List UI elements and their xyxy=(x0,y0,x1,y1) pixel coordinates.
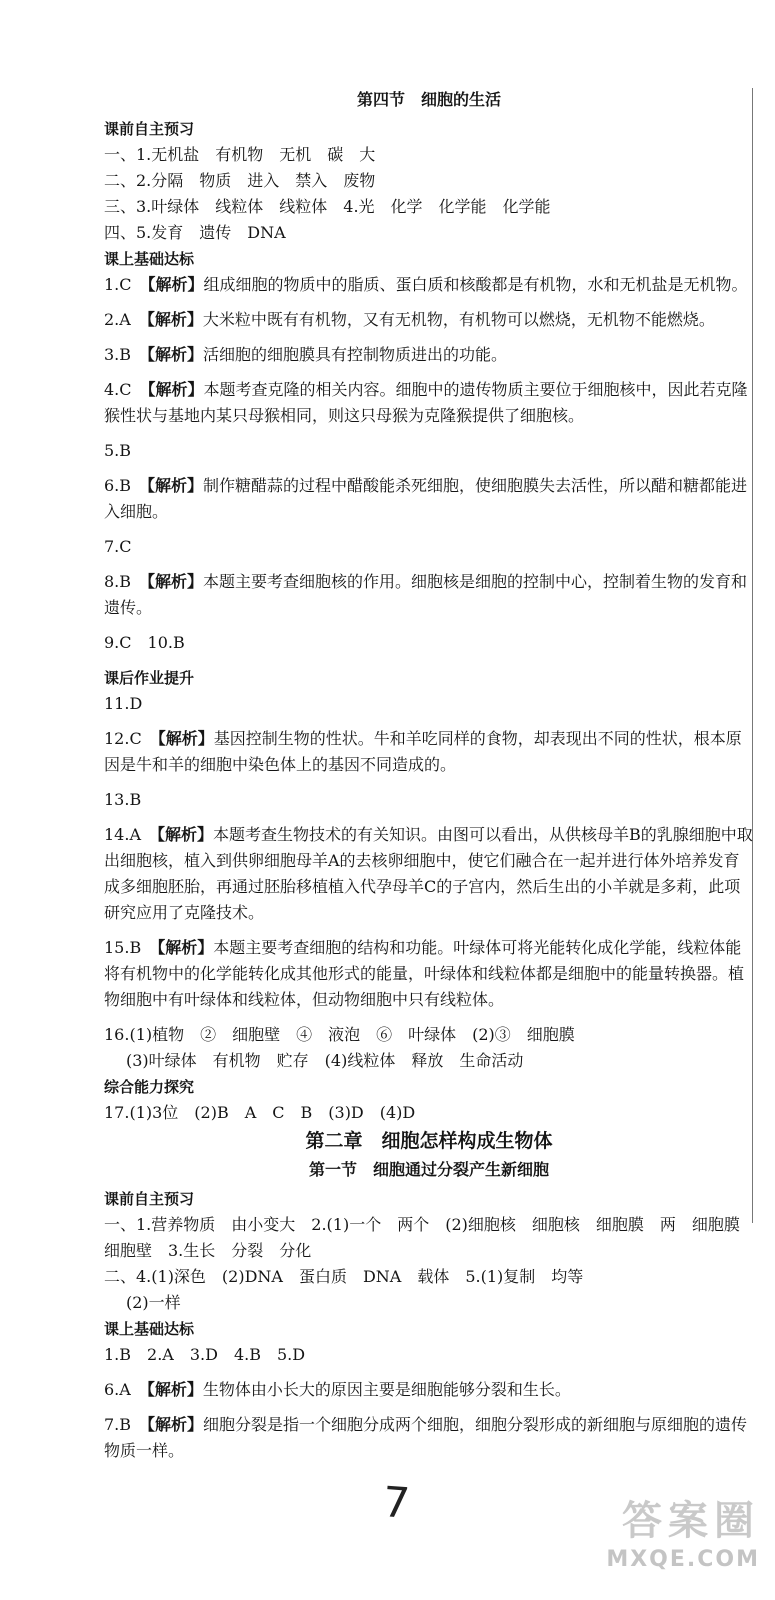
answer-item: 7.C xyxy=(104,537,132,556)
answer-item: 1.B 2.A 3.D 4.B 5.D xyxy=(104,1345,306,1364)
preview-line: 三、3.叶绿体 线粒体 线粒体 4.光 化学 化学能 化学能 xyxy=(104,197,551,216)
answer-item: 6.B 【解析】制作糖醋蒜的过程中醋酸能杀死细胞，使细胞膜失去活性，所以醋和糖都能进入细胞。 xyxy=(104,476,748,521)
heading-preview: 课前自主预习 xyxy=(104,1190,195,1208)
heading-preview: 课前自主预习 xyxy=(104,120,195,138)
answer-item: 3.B 【解析】活细胞的细胞膜具有控制物质进出的功能。 xyxy=(104,345,508,364)
preview-line: 四、5.发育 遗传 DNA xyxy=(104,223,286,242)
watermark-text: 答案圈 xyxy=(622,1498,760,1544)
answer-item: 15.B 【解析】本题主要考查细胞的结构和功能。叶绿体可将光能转化成化学能，线粒体能将有机物中的化学能转化成其他形式的能量，叶绿体和线粒体都是细胞中的能量转换器。植物细胞中有叶绿体和线粒体，但动物细胞中只有线粒体。 xyxy=(104,938,745,1009)
answer-item: 7.B 【解析】细胞分裂是指一个细胞分成两个细胞，细胞分裂形成的新细胞与原细胞的遗传物质一样。 xyxy=(104,1415,748,1460)
heading-comprehensive: 综合能力探究 xyxy=(104,1078,195,1096)
answer-item: 1.C 【解析】组成细胞的物质中的脂质、蛋白质和核酸都是有机物，水和无机盐是无机物。 xyxy=(104,275,748,294)
answer-item: 4.C 【解析】本题考查克隆的相关内容。细胞中的遗传物质主要位于细胞核中，因此若克隆猴性状与基地内某只母猴相同，则这只母猴为克隆猴提供了细胞核。 xyxy=(104,380,748,425)
heading-class: 课上基础达标 xyxy=(104,1320,195,1338)
answer-item: 5.B xyxy=(104,441,132,460)
preview-line: 一、1.营养物质 由小变大 2.(1)一个 两个 (2)细胞核 细胞核 细胞膜 两 细胞膜 细胞壁 3.生长 分裂 分化 xyxy=(104,1215,756,1260)
watermark-url: MXQE.COM xyxy=(606,1547,760,1572)
answer-item-continued: (3)叶绿体 有机物 贮存 (4)线粒体 释放 生命活动 xyxy=(126,1051,524,1070)
answer-item: 8.B 【解析】本题主要考查细胞核的作用。细胞核是细胞的控制中心，控制着生物的发育和遗传。 xyxy=(104,572,748,617)
answer-item: 11.D xyxy=(104,694,143,713)
answer-item: 6.A 【解析】生物体由小长大的原因主要是细胞能够分裂和生长。 xyxy=(104,1380,571,1399)
preview-line: 一、1.无机盐 有机物 无机 碳 大 xyxy=(104,145,376,164)
preview-line: 二、2.分隔 物质 进入 禁入 废物 xyxy=(104,171,376,190)
answer-item: 9.C 10.B xyxy=(104,633,185,652)
answer-item: 13.B xyxy=(104,790,142,809)
answer-page xyxy=(104,86,754,1473)
answer-item: 16.(1)植物 ② 细胞壁 ④ 液泡 ⑥ 叶绿体 (2)③ 细胞膜 xyxy=(104,1025,575,1044)
answer-item: 14.A 【解析】本题考查生物技术的有关知识。由图可以看出，从供核母羊B的乳腺细胞中取出细胞核，植入到供卵细胞母羊A的去核卵细胞中，使它们融合在一起并进行体外培养发育成多细胞胚胎，再通过胚胎移植植入代孕母羊C的子宫内，然后生出的小羊就是多莉，此项研究应用了克隆技术。 xyxy=(104,825,753,922)
chapter-title: 第二章 细胞怎样构成生物体 xyxy=(305,1130,553,1152)
watermark-logo xyxy=(560,1495,760,1595)
answer-item: 2.A 【解析】大米粒中既有有机物，又有无机物，有机物可以燃烧，无机物不能燃烧。 xyxy=(104,310,715,329)
handwritten-page-number: 7 xyxy=(381,1477,412,1528)
preview-line-continued: (2)一样 xyxy=(126,1293,181,1312)
section-title: 第一节 细胞通过分裂产生新细胞 xyxy=(308,1160,549,1179)
preview-line: 二、4.(1)深色 (2)DNA 蛋白质 DNA 载体 5.(1)复制 均等 xyxy=(104,1267,584,1286)
answer-item: 17.(1)3位 (2)B A C B (3)D (4)D xyxy=(104,1103,416,1122)
heading-after: 课后作业提升 xyxy=(104,669,195,687)
section-title: 第四节 细胞的生活 xyxy=(356,90,501,109)
answer-item: 12.C 【解析】基因控制生物的性状。牛和羊吃同样的食物，却表现出不同的性状，根本原因是牛和羊的细胞中染色体上的基因不同造成的。 xyxy=(104,729,742,774)
heading-class: 课上基础达标 xyxy=(104,250,195,268)
